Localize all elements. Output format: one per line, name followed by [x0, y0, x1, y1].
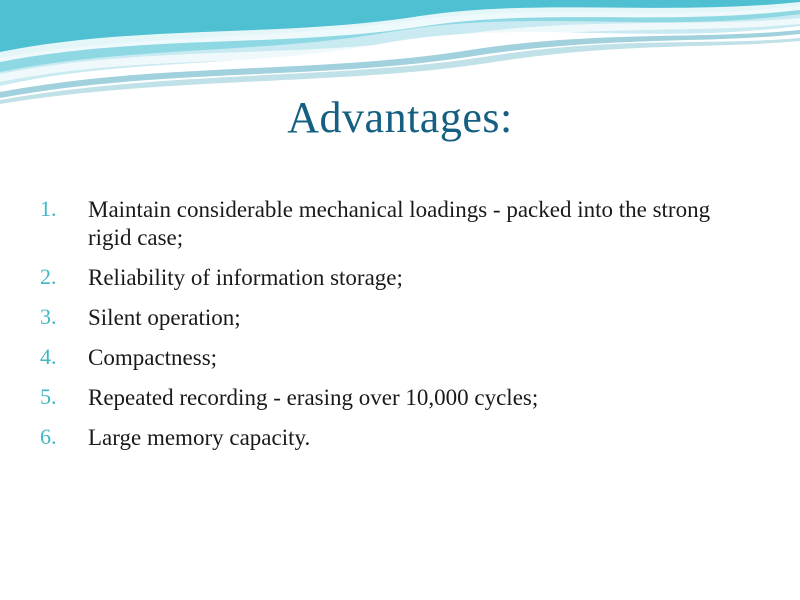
- list-item: [36, 344, 766, 372]
- list-item-number: 6.: [40, 424, 57, 450]
- list-item-label: Reliability of information storage;: [88, 265, 403, 291]
- advantages-list: [36, 196, 766, 464]
- list-item-label: Maintain considerable mechanical loadings - packed into the strong rigid case;: [88, 197, 711, 251]
- list-item: [36, 304, 766, 332]
- list-item-number: 4.: [40, 344, 57, 370]
- list-item-label: Large memory capacity.: [88, 425, 311, 451]
- list-item: [36, 384, 766, 412]
- list-item: [36, 424, 766, 452]
- list-item-label: Silent operation;: [88, 305, 241, 331]
- list-item-number: 5.: [40, 384, 57, 410]
- list-item-number: 3.: [40, 304, 57, 330]
- list-item-label: Compactness;: [88, 345, 218, 371]
- list-item: [36, 264, 766, 292]
- list-item-number: 1.: [40, 196, 57, 221]
- list-item-label: Repeated recording - erasing over 10,000 cycles;: [88, 385, 539, 411]
- list-item: [36, 196, 766, 252]
- list-item-number: 2.: [40, 264, 57, 290]
- page-title: Advantages:: [287, 93, 513, 142]
